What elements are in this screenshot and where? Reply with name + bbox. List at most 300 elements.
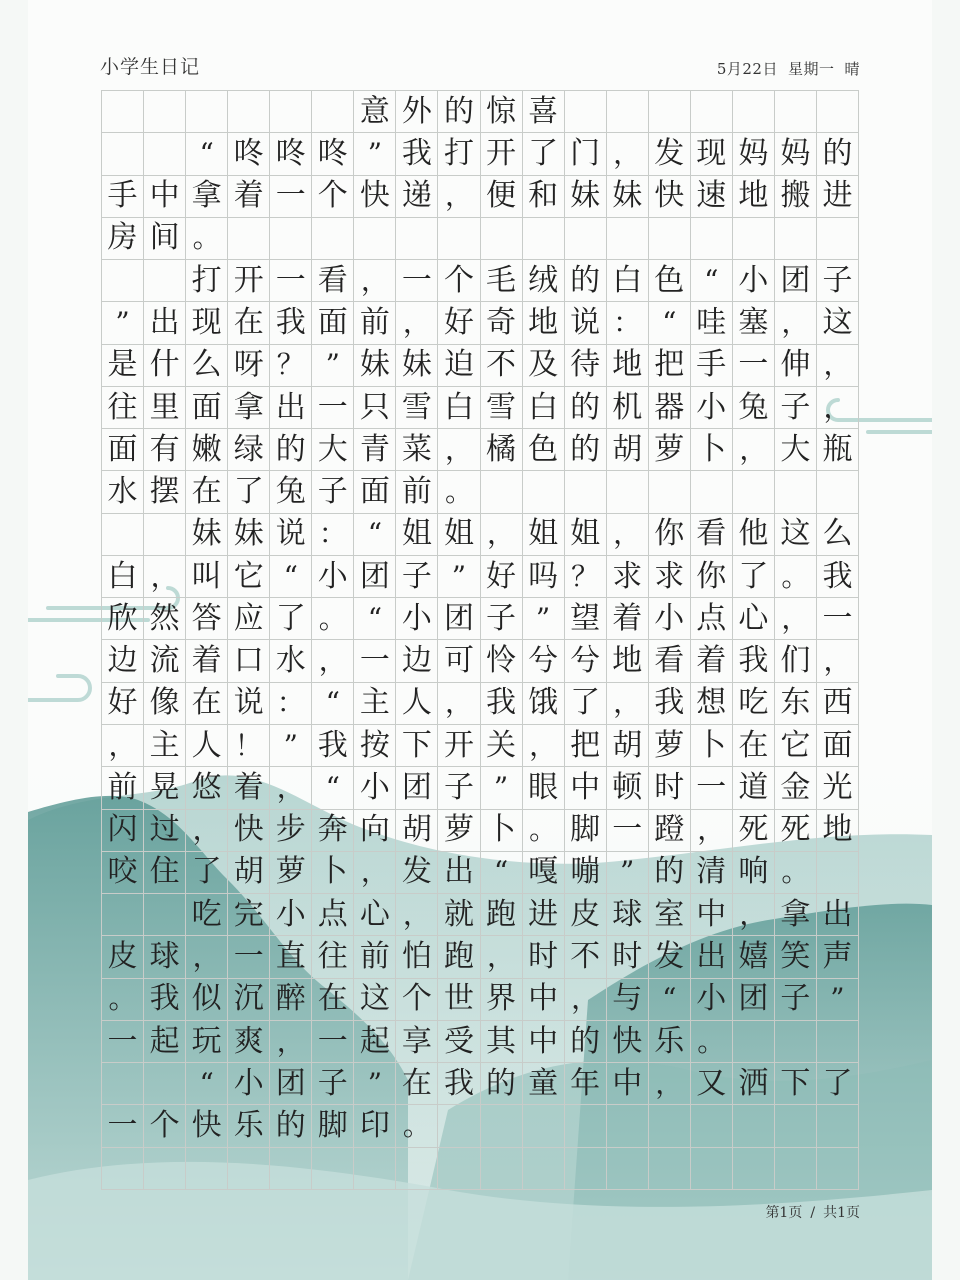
grid-cell: 好 (102, 683, 144, 725)
grid-cell: ” (607, 852, 649, 894)
grid-cell: 一 (607, 810, 649, 852)
grid-cell (565, 1148, 607, 1190)
grid-cell: 。 (312, 598, 354, 640)
grid-cell (102, 1063, 144, 1105)
grid-cell: 白 (102, 556, 144, 598)
grid-cell (102, 1148, 144, 1190)
weekday-text: 星期一 (787, 60, 835, 78)
grid-cell: 团 (396, 767, 438, 809)
grid-cell: 人 (396, 683, 438, 725)
grid-cell (649, 1105, 691, 1147)
grid-cell: “ (354, 598, 396, 640)
grid-cell: 呀 (228, 345, 270, 387)
grid-cell: 妹 (354, 345, 396, 387)
grid-cell: 嫩 (186, 429, 228, 471)
grid-cell: 时 (649, 767, 691, 809)
grid-cell: 子 (775, 387, 817, 429)
grid-cell: 绿 (228, 429, 270, 471)
grid-cell: 沉 (228, 979, 270, 1021)
grid-cell: 中 (523, 1021, 565, 1063)
grid-cell: 快 (354, 176, 396, 218)
grid-cell: 小 (396, 598, 438, 640)
grid-cell: 皮 (565, 894, 607, 936)
grid-cell: 想 (691, 683, 733, 725)
grid-cell: ” (523, 598, 565, 640)
grid-cell (733, 1148, 775, 1190)
grid-cell: 前 (354, 936, 396, 978)
grid-cell (312, 218, 354, 260)
grid-cell: 你 (691, 556, 733, 598)
grid-cell: 妹 (186, 514, 228, 556)
grid-cell: 我 (481, 683, 523, 725)
grid-cell: 进 (817, 176, 859, 218)
grid-cell: ， (523, 725, 565, 767)
grid-cell: 萝 (438, 810, 480, 852)
grid-cell (649, 471, 691, 513)
grid-cell: 橘 (481, 429, 523, 471)
grid-cell (523, 1148, 565, 1190)
grid-cell: 胡 (396, 810, 438, 852)
grid-cell: 界 (481, 979, 523, 1021)
grid-cell: ， (102, 725, 144, 767)
grid-cell: 往 (102, 387, 144, 429)
grid-cell: 我 (817, 556, 859, 598)
grid-cell: 瓶 (817, 429, 859, 471)
grid-cell: 洒 (733, 1063, 775, 1105)
grid-cell: 现 (691, 133, 733, 175)
grid-cell: 的 (438, 91, 480, 133)
grid-cell: 妈 (775, 133, 817, 175)
grid-cell: 发 (649, 133, 691, 175)
grid-cell (691, 91, 733, 133)
grid-cell (775, 218, 817, 260)
grid-cell (396, 1148, 438, 1190)
grid-cell (817, 1021, 859, 1063)
grid-cell: 快 (649, 176, 691, 218)
grid-cell: 雪 (481, 387, 523, 429)
grid-cell: 说 (565, 302, 607, 344)
grid-cell: 怜 (481, 640, 523, 682)
grid-cell: ， (354, 852, 396, 894)
page-number: 第1页 (765, 1205, 803, 1221)
grid-cell: 小 (649, 598, 691, 640)
grid-cell: 小 (228, 1063, 270, 1105)
grid-cell: ， (438, 176, 480, 218)
grid-cell: ， (733, 894, 775, 936)
date-line (717, 58, 860, 79)
grid-cell: 么 (186, 345, 228, 387)
grid-cell: 中 (144, 176, 186, 218)
grid-cell: 面 (817, 725, 859, 767)
page-indicator (765, 1202, 860, 1222)
grid-cell: “ (186, 1063, 228, 1105)
grid-cell: 像 (144, 683, 186, 725)
grid-cell: 子 (396, 556, 438, 598)
date-text: 5月22日 (716, 60, 778, 78)
grid-cell: 。 (186, 218, 228, 260)
grid-cell: 色 (649, 260, 691, 302)
grid-cell: 印 (354, 1105, 396, 1147)
grid-cell (270, 218, 312, 260)
grid-cell: 的 (649, 852, 691, 894)
weather-text: 晴 (844, 60, 860, 78)
grid-cell: 间 (144, 218, 186, 260)
grid-cell: 这 (354, 979, 396, 1021)
grid-cell (438, 218, 480, 260)
grid-cell: 地 (607, 345, 649, 387)
grid-cell (228, 91, 270, 133)
grid-cell (438, 1148, 480, 1190)
grid-cell: 兔 (733, 387, 775, 429)
grid-cell (607, 471, 649, 513)
grid-cell: 青 (354, 429, 396, 471)
grid-cell: 时 (523, 936, 565, 978)
grid-cell (144, 1063, 186, 1105)
grid-cell: 萝 (649, 429, 691, 471)
grid-cell: 看 (691, 514, 733, 556)
grid-cell: 晃 (144, 767, 186, 809)
grid-cell: 直 (270, 936, 312, 978)
grid-cell: 水 (270, 640, 312, 682)
grid-cell: 玩 (186, 1021, 228, 1063)
grid-cell: 小 (733, 260, 775, 302)
grid-cell: ， (186, 810, 228, 852)
grid-cell: ” (817, 979, 859, 1021)
grid-cell (691, 1105, 733, 1147)
grid-cell: 白 (438, 387, 480, 429)
grid-cell: 主 (144, 725, 186, 767)
grid-cell: 起 (144, 1021, 186, 1063)
grid-cell: 团 (775, 260, 817, 302)
grid-cell: 卜 (481, 810, 523, 852)
grid-cell (102, 514, 144, 556)
grid-cell (523, 471, 565, 513)
grid-cell: ， (607, 133, 649, 175)
grid-cell: 悠 (186, 767, 228, 809)
grid-cell: 姐 (396, 514, 438, 556)
grid-cell: 这 (775, 514, 817, 556)
grid-cell: 似 (186, 979, 228, 1021)
grid-cell: 一 (733, 345, 775, 387)
grid-cell: 咚 (312, 133, 354, 175)
grid-cell: ” (102, 302, 144, 344)
grid-cell: 嘣 (565, 852, 607, 894)
diary-title: 小学生日记 (100, 56, 201, 78)
grid-cell (144, 1148, 186, 1190)
grid-cell: ， (396, 894, 438, 936)
grid-cell (565, 218, 607, 260)
grid-cell: ” (312, 345, 354, 387)
grid-cell: 塞 (733, 302, 775, 344)
grid-cell: 大 (312, 429, 354, 471)
grid-cell: 的 (565, 1021, 607, 1063)
grid-cell: 小 (691, 979, 733, 1021)
grid-cell (102, 133, 144, 175)
grid-cell: 东 (775, 683, 817, 725)
grid-cell: 面 (102, 429, 144, 471)
grid-cell: 一 (691, 767, 733, 809)
grid-cell: 卜 (691, 725, 733, 767)
grid-cell: 跑 (438, 936, 480, 978)
grid-cell: 一 (270, 260, 312, 302)
grid-cell: 出 (270, 387, 312, 429)
grid-cell: 边 (396, 640, 438, 682)
grid-cell (228, 1148, 270, 1190)
grid-cell (481, 218, 523, 260)
grid-cell (607, 218, 649, 260)
grid-cell: 在 (228, 302, 270, 344)
grid-cell: 受 (438, 1021, 480, 1063)
grid-cell: 世 (438, 979, 480, 1021)
grid-cell: 搬 (775, 176, 817, 218)
grid-cell: 快 (186, 1105, 228, 1147)
grid-cell: 这 (817, 302, 859, 344)
grid-cell: 好 (481, 556, 523, 598)
grid-cell: 道 (733, 767, 775, 809)
grid-cell: 。 (775, 852, 817, 894)
grid-cell (733, 1021, 775, 1063)
grid-cell: 房 (102, 218, 144, 260)
grid-cell: ， (186, 936, 228, 978)
grid-cell: 中 (565, 767, 607, 809)
grid-cell: 室 (649, 894, 691, 936)
grid-cell: 着 (607, 598, 649, 640)
grid-cell: 我 (396, 133, 438, 175)
grid-cell: 便 (481, 176, 523, 218)
grid-cell: “ (312, 767, 354, 809)
grid-cell: ： (607, 302, 649, 344)
grid-cell (775, 1148, 817, 1190)
grid-cell: ” (438, 556, 480, 598)
grid-cell: 一 (312, 1021, 354, 1063)
grid-cell: 你 (649, 514, 691, 556)
grid-cell: 享 (396, 1021, 438, 1063)
grid-cell: 怕 (396, 936, 438, 978)
grid-cell: 快 (607, 1021, 649, 1063)
grid-cell: 了 (565, 683, 607, 725)
grid-cell: 按 (354, 725, 396, 767)
grid-cell: 出 (144, 302, 186, 344)
grid-cell: 么 (817, 514, 859, 556)
grid-cell: 金 (775, 767, 817, 809)
grid-cell: 面 (312, 302, 354, 344)
grid-cell: 望 (565, 598, 607, 640)
grid-cell: 出 (817, 894, 859, 936)
grid-cell: 起 (354, 1021, 396, 1063)
grid-cell: 蹬 (649, 810, 691, 852)
grid-cell: 一 (102, 1021, 144, 1063)
grid-cell: 出 (438, 852, 480, 894)
grid-cell (733, 91, 775, 133)
grid-cell: 一 (312, 387, 354, 429)
grid-cell: 在 (186, 683, 228, 725)
grid-cell: 的 (565, 260, 607, 302)
grid-cell: 菜 (396, 429, 438, 471)
grid-cell: “ (270, 556, 312, 598)
grid-cell: ， (691, 810, 733, 852)
grid-cell: 的 (565, 387, 607, 429)
grid-cell (312, 1148, 354, 1190)
grid-cell: 我 (649, 683, 691, 725)
grid-cell: 和 (523, 176, 565, 218)
grid-cell: 妹 (228, 514, 270, 556)
grid-cell: 打 (186, 260, 228, 302)
grid-cell: 一 (228, 936, 270, 978)
grid-cell: 里 (144, 387, 186, 429)
grid-cell: 拿 (775, 894, 817, 936)
grid-cell: 可 (438, 640, 480, 682)
grid-cell: 主 (354, 683, 396, 725)
grid-cell: 一 (270, 176, 312, 218)
grid-cell (691, 471, 733, 513)
grid-cell: 又 (691, 1063, 733, 1105)
grid-cell: 说 (228, 683, 270, 725)
grid-cell: 喜 (523, 91, 565, 133)
grid-cell: 迫 (438, 345, 480, 387)
grid-cell: 流 (144, 640, 186, 682)
grid-cell: 咚 (228, 133, 270, 175)
grid-cell: 的 (565, 429, 607, 471)
grid-cell (691, 218, 733, 260)
grid-cell: 地 (733, 176, 775, 218)
grid-cell: 向 (354, 810, 396, 852)
grid-cell (817, 852, 859, 894)
grid-cell (102, 91, 144, 133)
grid-cell (481, 471, 523, 513)
grid-cell: ， (775, 598, 817, 640)
grid-cell: 清 (691, 852, 733, 894)
grid-cell: ？ (270, 345, 312, 387)
grid-cell: 毛 (481, 260, 523, 302)
grid-cell: 兮 (523, 640, 565, 682)
grid-cell: 响 (733, 852, 775, 894)
grid-cell: 现 (186, 302, 228, 344)
grid-cell: 是 (102, 345, 144, 387)
grid-cell: 白 (607, 260, 649, 302)
grid-cell: 顿 (607, 767, 649, 809)
grid-cell: 在 (733, 725, 775, 767)
grid-cell: 团 (270, 1063, 312, 1105)
grid-cell: ！ (228, 725, 270, 767)
grid-cell: 在 (186, 471, 228, 513)
grid-cell: 其 (481, 1021, 523, 1063)
grid-cell: 摆 (144, 471, 186, 513)
grid-cell: 着 (186, 640, 228, 682)
grid-cell: 一 (817, 598, 859, 640)
grid-cell: 往 (312, 936, 354, 978)
grid-cell (817, 218, 859, 260)
grid-cell: ， (607, 514, 649, 556)
grid-cell (481, 1105, 523, 1147)
grid-cell (144, 133, 186, 175)
grid-cell: 一 (102, 1105, 144, 1147)
grid-cell: 奔 (312, 810, 354, 852)
grid-cell: ， (144, 556, 186, 598)
grid-cell: ” (354, 133, 396, 175)
grid-cell: 前 (396, 471, 438, 513)
grid-cell (607, 1148, 649, 1190)
grid-cell: ， (481, 514, 523, 556)
grid-cell: 把 (565, 725, 607, 767)
grid-cell (144, 91, 186, 133)
grid-cell: 咚 (270, 133, 312, 175)
grid-cell (607, 91, 649, 133)
grid-cell: 在 (312, 979, 354, 1021)
grid-cell: 一 (354, 640, 396, 682)
grid-cell (270, 91, 312, 133)
grid-cell: 步 (270, 810, 312, 852)
grid-cell: 只 (354, 387, 396, 429)
grid-cell (144, 514, 186, 556)
grid-cell: 地 (607, 640, 649, 682)
grid-cell: 们 (775, 640, 817, 682)
grid-cell: 前 (102, 767, 144, 809)
grid-cell (733, 1105, 775, 1147)
grid-cell: “ (649, 979, 691, 1021)
grid-cell: 球 (607, 894, 649, 936)
page-total: 共1页 (823, 1205, 860, 1221)
grid-cell: 妹 (396, 345, 438, 387)
grid-cell: 时 (607, 936, 649, 978)
grid-cell (523, 1105, 565, 1147)
grid-cell: 个 (312, 176, 354, 218)
grid-cell: ， (396, 302, 438, 344)
grid-cell: 乐 (649, 1021, 691, 1063)
grid-cell: 下 (775, 1063, 817, 1105)
grid-cell: 求 (649, 556, 691, 598)
grid-cell: 姐 (523, 514, 565, 556)
grid-cell: ” (270, 725, 312, 767)
grid-cell (817, 471, 859, 513)
grid-cell: 有 (144, 429, 186, 471)
grid-cell: ， (607, 683, 649, 725)
grid-cell: “ (649, 302, 691, 344)
grid-cell: 兔 (270, 471, 312, 513)
grid-cell: 什 (144, 345, 186, 387)
grid-cell: 就 (438, 894, 480, 936)
grid-cell (733, 471, 775, 513)
grid-cell: “ (691, 260, 733, 302)
grid-cell: 开 (228, 260, 270, 302)
grid-cell: 心 (354, 894, 396, 936)
grid-cell: 了 (228, 471, 270, 513)
grid-cell (144, 894, 186, 936)
grid-cell: 然 (144, 598, 186, 640)
grid-cell: 妹 (607, 176, 649, 218)
grid-cell: 求 (607, 556, 649, 598)
grid-cell: 它 (228, 556, 270, 598)
grid-cell: 地 (817, 810, 859, 852)
grid-cell: 开 (481, 133, 523, 175)
grid-cell: 白 (523, 387, 565, 429)
grid-cell: 点 (691, 598, 733, 640)
grid-cell: 人 (186, 725, 228, 767)
grid-cell: 叫 (186, 556, 228, 598)
grid-cell: 住 (144, 852, 186, 894)
grid-cell (270, 1148, 312, 1190)
grid-cell: 兮 (565, 640, 607, 682)
grid-cell: ， (270, 767, 312, 809)
grid-cell: 机 (607, 387, 649, 429)
grid-cell (649, 91, 691, 133)
grid-cell: 应 (228, 598, 270, 640)
grid-cell: ， (312, 640, 354, 682)
grid-cell: 脚 (312, 1105, 354, 1147)
grid-cell (817, 1105, 859, 1147)
grid-cell: ” (354, 1063, 396, 1105)
grid-cell: 。 (438, 471, 480, 513)
grid-cell (102, 894, 144, 936)
